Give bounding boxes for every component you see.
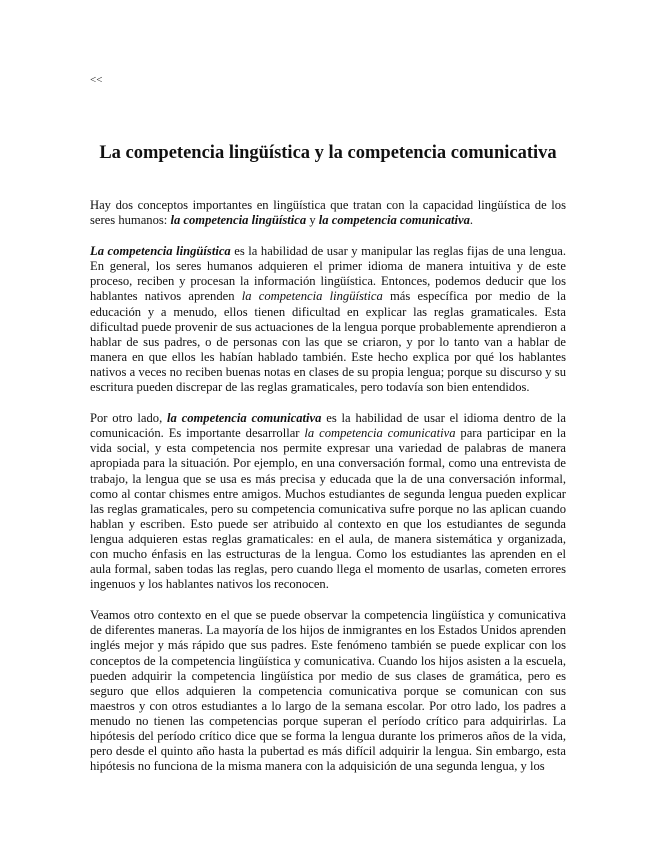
page-title: La competencia lingüística y la competencia comunicativa <box>99 143 557 163</box>
paragraph-immigrant-context <box>90 608 566 774</box>
term-italic: la competencia comunicativa <box>304 426 456 441</box>
text-segment: y <box>306 213 319 228</box>
term-linguistic-competence: La competencia lingüística <box>90 244 231 259</box>
text-segment: para participar en la vida social, y esta competencia nos permite expresar una variedad de palabras de manera apropiada para la situación. Por ejemplo, en una conversación formal, como una entrevista de trabajo, la lengua que se usa es más precisa y educada que la de una conversación informal, como al contar chismes entre amigos. Muchos estudiantes de segunda lengua pueden explicar las reglas gramaticales, pero su competencia comunicativa sufre porque no las aplican cuando hablan y escriben. Esto puede ser atribuido al contexto en que los estudiantes de segunda lengua adquieren estas reglas gramaticales: en el aula, de manera sistemática y organizada, con mucho énfasis en las estructuras de la lengua. Como los estudiantes las aprenden en el aula formal, saben todas las reglas, pero cuando llega el momento de usarlas, cometen errores ingenuos y los hablantes nativos los reconocen. <box>90 426 567 592</box>
text-segment: es la habilidad de usar y manipular las reglas fijas de una lengua. En general, los seres humanos adquieren el primer idioma de manera intuitiva y de este proceso, reciben y procesan la información lingüística. Entonces, podemos deducir que los hablantes nativos aprenden <box>90 244 567 304</box>
text-segment: Veamos otro contexto en el que se puede observar la competencia lingüística y comunicativa de diferentes maneras. La mayoría de los hijos de inmigrantes en los Estados Unidos aprenden inglés mejor y más rápido que sus padres. Este fenómeno también se puede explicar con los conceptos de la competencia lingüística y comunicativa. Cuando los hijos asisten a la escuela, pueden adquirir la competencia lingüística por medio de sus clases de gramática, pero es seguro que ellos adquieren la competencia comunicativa porque se comunican con sus maestros y con otros estudiantes a lo largo de la semana escolar. Por otro lado, los padres a menudo no tienen las competencias porque superan el período crítico para adquirirlas. La hipótesis del período crítico dice que se forma la lengua durante los primeros años de la vida, pero desde el quinto año hasta la pubertad es más difícil adquirir la lengua. Sin embargo, esta hipótesis no funciona de la misma manera con la adquisición de una segunda lengua, y los <box>90 608 566 774</box>
term-linguistic-competence: la competencia lingüística <box>170 213 307 228</box>
back-link[interactable]: << <box>90 74 103 86</box>
term-italic: la competencia lingüística <box>241 289 383 304</box>
article-body <box>90 198 566 790</box>
text-segment: . <box>469 213 474 228</box>
text-segment: más específica por medio de la educación y a menudo, ellos tienen dificultad en explicar las reglas gramaticales. Esta dificultad puede provenir de sus actuaciones de la lengua porque probablemente aprendieron a hablar de sus padres, o de personas con las que se criaron, y por lo tanto van a hablar de manera en que ellos les habían hablado también. Este hecho explica por qué los hablantes nativos a veces no reciben buenas notas en clases de su propia lengua; porque su discurso y su escritura pueden discrepar de las reglas gramaticales, pero todavía son bien entendidos. <box>90 289 566 395</box>
text-segment: Hay dos conceptos importantes en lingüística que tratan con la capacidad lingüística de los seres humanos: <box>90 198 566 228</box>
paragraph-communicative-competence <box>90 411 566 592</box>
term-communicative-competence: la competencia comunicativa <box>318 213 470 228</box>
paragraph-intro <box>90 198 566 228</box>
term-communicative-competence: la competencia comunicativa <box>167 411 322 426</box>
text-segment: Por otro lado, <box>90 411 168 426</box>
paragraph-linguistic-competence <box>90 244 566 395</box>
text-segment: es la habilidad de usar el idioma dentro de la comunicación. Es importante desarrollar <box>90 411 567 441</box>
